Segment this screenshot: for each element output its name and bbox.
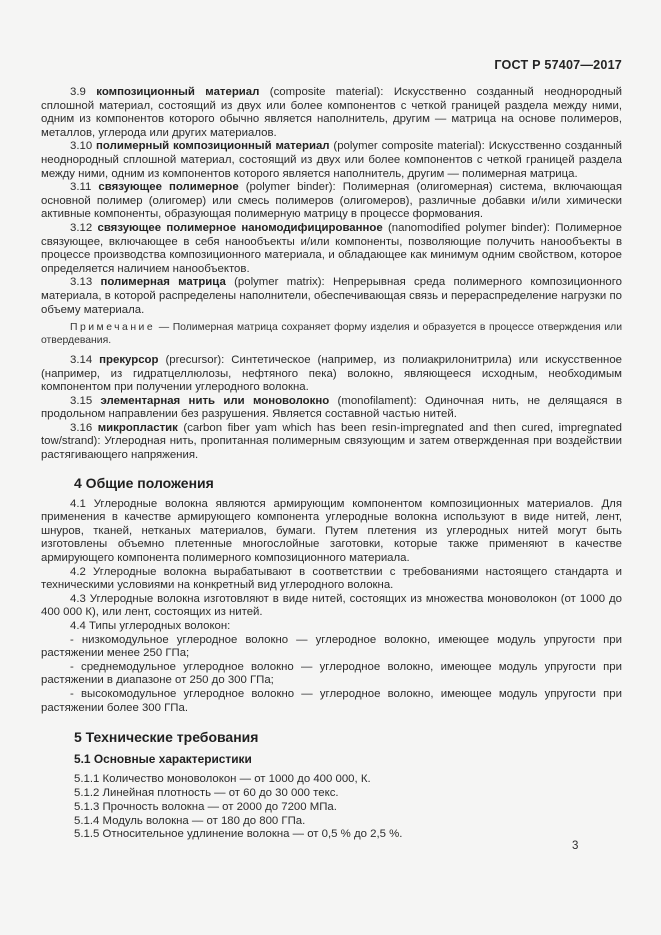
term-paragraph-3-15 [41,395,622,422]
doc-code-header: ГОСТ Р 57407—2017 [494,58,622,72]
term-paragraph-3-12 [41,222,622,276]
term-number: 3.11 [70,181,92,194]
fiber-type-item-high-modulus: - высокомодульное углеродное волокно — углеродное волокно, имеющее модуль упругости при растяжении более 300 ГПа. [41,687,622,714]
term-number: 3.15 [70,394,93,407]
term-number: 3.16 [70,421,93,434]
page-number: 3 [572,840,579,852]
term-number: 3.10 [70,140,93,153]
term-number: 3.13 [70,276,93,289]
term-name: полимерный композиционный материал [96,140,330,153]
characteristic-5-1-3: 5.1.3 Прочность волокна — от 2000 до 7200 МПа. [74,800,337,813]
note-text: — Полимерная матрица сохраняет форму изделия и образуется в процессе отверждения или отвердевания. [41,322,623,346]
paragraph-4-1: 4.1 Углеродные волокна являются армирующим компонентом композиционных материалов. Для применения в качестве армирующего компонента углеродные волокна используют в виде нитей, лент, шнуров, тканей, нетканых материалов, бумаги. Путем плетения из углеродных нитей могут быть изготовлены объемно плетенные многослойные заготовки, которые также применяют в качестве армирующего компонента полимерного композиционного материала. [41,497,622,565]
section-4-heading: 4 Общие положения [74,474,214,491]
term-name: элементарная нить или моноволокно [100,394,330,407]
term-definition: (polymer composite material): Искусственно созданный неоднородный сплошной материал, состоящий из двух или более компонентов с четкой границей раздела между ними, одним из компонентов которого является наполнитель, другим — полимерная матрица. [41,140,623,180]
term-definition: (carbon fiber yam which has been resin-impregnated and then cured, impregnated tow/strand): Углеродная нить, пропитанная полимерным связующим и затем отвержденная при воздействии растягивающего напряжения. [41,421,623,462]
term-name: микропластик [97,421,178,434]
section-5-1-heading: 5.1 Основные характеристики [74,752,252,767]
paragraph-4-4: 4.4 Типы углеродных волокон: [70,620,231,632]
term-paragraph-3-10 [41,140,622,181]
term-paragraph-3-13 [41,276,622,317]
term-name: композиционный материал [96,86,260,98]
term-definition: (polymer binder): Полимерная (олигомерная) система, включающая основной полимер (олигомер) или смесь полимеров (олигомеров), различные добавки и/или химически активные компоненты, образующая полимерную матрицу в процессе формования. [41,181,623,221]
term-definition: (polymer matrix): Непрерывная среда полимерного композиционного материала, в которой распределены наполнители, обеспечивающая связь и перераспределение нагрузки по объему материала. [41,276,622,316]
note-paragraph [41,322,622,348]
term-name: прекурсор [99,353,159,366]
term-definition: (nanomodified polymer binder): Полимерное связующее, включающее в себя нанообъекты и/или компоненты, позволяющие получить нанообъекты в процессе производства композиционного материала, и обладающее как минимум одним свойством, которое определяется наличием нанообъектов. [41,221,622,275]
paragraph-4-2: 4.2 Углеродные волокна вырабатывают в соответствии с требованиями настоящего стандарта и техническими условиями на конкретный вид углеродного волокна. [41,565,622,592]
term-paragraph-3-11 [41,181,622,222]
term-paragraph-3-9 [41,86,622,140]
characteristic-5-1-4: 5.1.4 Модуль волокна — от 180 до 800 ГПа. [74,814,306,827]
term-paragraph-3-16 [41,422,622,463]
term-paragraph-3-14 [41,354,622,395]
fiber-type-item-mid-modulus: - среднемодульное углеродное волокно — углеродное волокно, имеющее модуль упругости при растяжении в диапазоне от 250 до 300 ГПа; [41,660,622,687]
note-label: Примечание [70,322,156,334]
page-content [41,86,622,842]
term-name: связующее полимерное наномодифицированное [97,221,383,234]
term-name: полимерная матрица [100,276,226,289]
term-number: 3.12 [70,221,93,234]
section-5-heading: 5 Технические требования [74,729,259,746]
characteristic-5-1-2: 5.1.2 Линейная плотность — от 60 до 30 000 текс. [74,786,339,799]
term-number: 3.14 [70,353,93,366]
term-definition: (precursor): Синтетическое (например, из полиакрилонитрила) или искусственное (например, из гидратцеллюлозы, нефтяного пека) волокно, являющееся исходным, необходимым компонентом при получении углеродного волокна. [41,353,622,394]
characteristic-5-1-1: 5.1.1 Количество моноволокон — от 1000 до 400 000, К. [74,773,371,786]
paragraph-4-3: 4.3 Углеродные волокна изготовляют в виде нитей, состоящих из множества моноволокон (от 1000 до 400 000 К), или лент, состоящих из нитей. [41,592,622,619]
term-number: 3.9 [70,86,86,98]
term-definition: (monofilament): Одиночная нить, не делящаяся в продольном направлении без разрушения. Является составной частью нитей. [41,394,623,421]
characteristic-5-1-5: 5.1.5 Относительное удлинение волокна — от 0,5 % до 2,5 %. [74,828,403,841]
term-definition: (composite material): Искусственно созданный неоднородный сплошной материал, состоящий из двух или более компонентов с четкой границей раздела между ними, одним из компонентов которого обычно является наполнитель, другим — матрица на основе полимеров, металлов, углерода или других материалов. [41,86,623,139]
fiber-type-item-low-modulus: - низкомодульное углеродное волокно — углеродное волокно, имеющее модуль упругости при растяжении менее 250 ГПа; [41,633,622,660]
term-name: связующее полимерное [98,181,239,194]
